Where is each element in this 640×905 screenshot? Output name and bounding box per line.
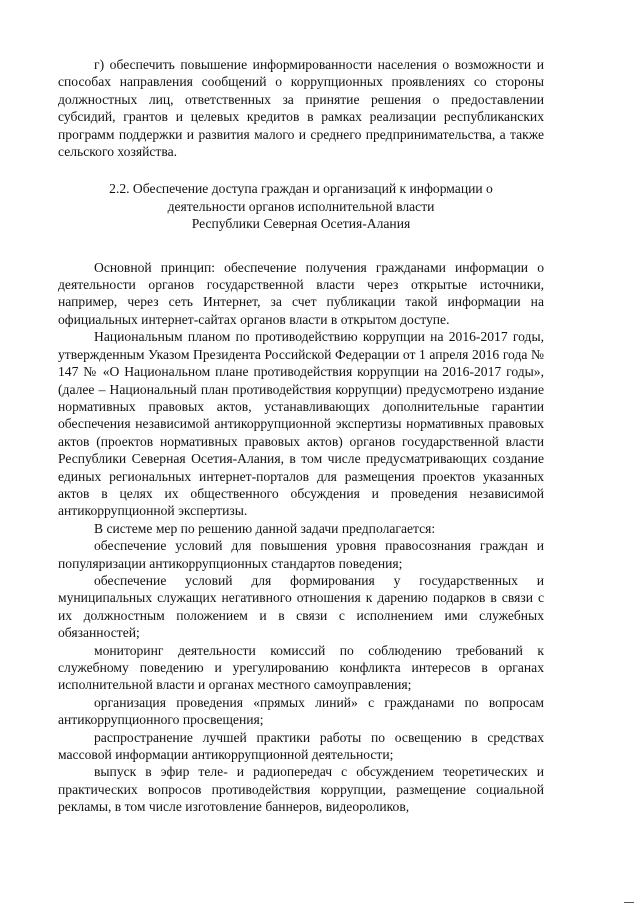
list-item-legal-awareness: обеспечение условий для повышения уровня правосознания граждан и популяризации антикоррупционных стандартов поведения; — [58, 538, 544, 571]
section-heading-line-1: 2.2. Обеспечение доступа граждан и организаций к информации о — [109, 181, 493, 197]
paragraph-principle: Основной принцип: обеспечение получения гражданами информации о деятельности органов государственной власти через открытые источники, например, через сеть Интернет, за счет публикации такой информации на официальных интернет-сайтах органов власти в открытом доступе. — [58, 259, 544, 327]
paragraph-measures-intro: В системе мер по решению данной задачи предполагается: — [94, 520, 436, 536]
scan-edge-mark — [624, 902, 634, 903]
paragraph-national-plan: Национальным планом по противодействию коррупции на 2016-2017 годы, утвержденным Указом Президента Российской Федерации от 1 апреля 2016 года № 147 № «О Национальном плане противодействия коррупции на 2016-2017 годы», (далее – Национальный план противодействия коррупции) предусмотрено издание нормативных правовых актов, устанавливающих дополнительные гарантии обеспечения независимой антикоррупционной экспертизы нормативных правовых актов (проектов нормативных правовых актов) органов государственной власти Республики Северная Осетия-Алания, в том числе предусматривающих создание единых региональных интернет-порталов для размещения проектов указанных актов в целях их общественного обсуждения и проведения независимой антикоррупционной экспертизы. — [58, 329, 544, 519]
section-heading — [58, 180, 544, 232]
section-heading-line-3: Республики Северная Осетия-Алания — [191, 216, 411, 232]
list-item-commission-monitoring: мониторинг деятельности комиссий по соблюдению требований к служебному поведению и урегулированию конфликта интересов в органах исполнительной власти и органах местного самоуправления; — [58, 642, 544, 693]
spacer — [58, 233, 544, 259]
list-item-broadcasts: выпуск в эфир теле- и радиопередач с обсуждением теоретических и практических вопросов противодействия коррупции, размещение социальной рекламы, в том числе изготовление баннеров, видеороликов, — [58, 764, 544, 815]
document-page — [58, 56, 544, 816]
paragraph-intro: г) обеспечить повышение информированности населения о возможности и способах направления сообщений о коррупционных проявлениях со стороны должностных лиц, ответственных за принятие решения о предоставлении субсидий, грантов и целевых кредитов в рамках реализации республиканских программ поддержки и развития малого и среднего предпринимательства, а также сельского хозяйства. — [58, 57, 544, 160]
list-item-gift-attitude: обеспечение условий для формирования у государственных и муниципальных служащих негативного отношения к дарению подарков в связи с их должностным положением и в связи с исполнением ими служебных обязанностей; — [58, 572, 544, 641]
list-item-direct-lines: организация проведения «прямых линий» с гражданами по вопросам антикоррупционного просвещения; — [58, 694, 544, 728]
list-item-best-practice: распространение лучшей практики работы по освещению в средствах массовой информации антикоррупционной деятельности; — [58, 729, 544, 763]
section-heading-line-2: деятельности органов исполнительной власти — [167, 198, 435, 214]
